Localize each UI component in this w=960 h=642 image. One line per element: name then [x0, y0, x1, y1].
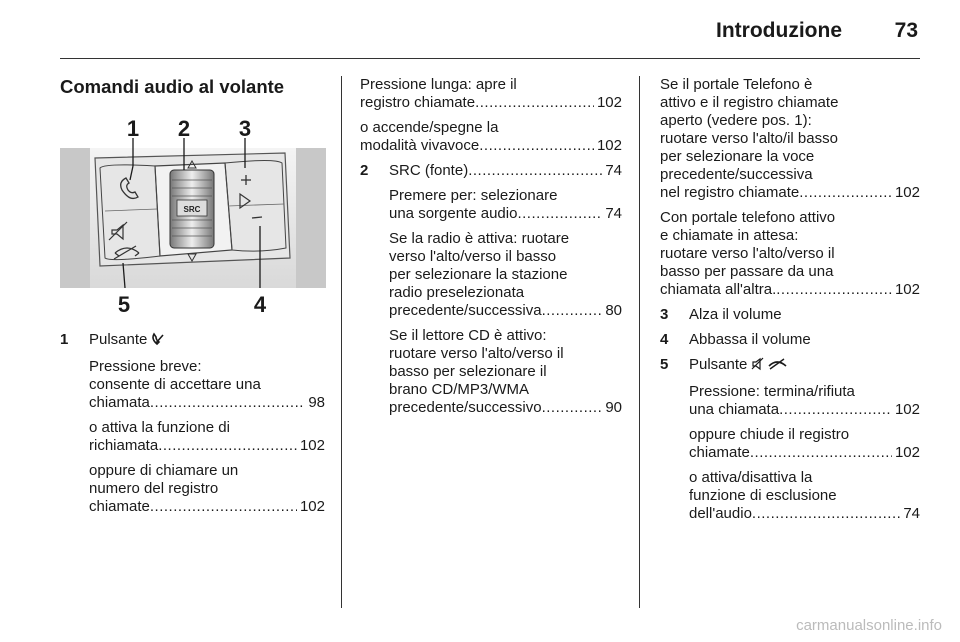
- entry-label: Pulsante: [89, 331, 148, 348]
- dot-leader: [542, 302, 603, 320]
- text-line: precedente/successiva: [660, 166, 813, 183]
- description-paragraph: [689, 469, 920, 523]
- description-paragraph: [360, 119, 622, 155]
- dot-leader: [517, 205, 602, 223]
- page-header-title: Introduzione: [716, 19, 842, 42]
- reference-text: precedente/successiva: [389, 302, 542, 319]
- reference-text: chiamate: [689, 444, 750, 461]
- reference-line: [89, 394, 325, 412]
- entry-number: 3: [660, 306, 669, 323]
- text-line: basso per passare da una: [660, 263, 834, 280]
- reference-text: chiamata: [89, 394, 150, 411]
- reference-page: 102: [596, 137, 622, 154]
- reference-text: chiamata all'altra.: [660, 281, 777, 298]
- reference-text: nel registro chiamate: [660, 184, 800, 201]
- callout-5: 5: [117, 292, 131, 317]
- entry-number: 4: [660, 331, 669, 348]
- reference-page: 102: [894, 184, 920, 201]
- text-line: Con portale telefono attivo: [660, 209, 836, 226]
- steering-wheel-audio-controls-illustration: [60, 108, 326, 321]
- reference-page: 74: [605, 162, 622, 179]
- reference-page: 74: [605, 205, 622, 222]
- text-line: Premere per: selezionare: [389, 187, 558, 204]
- reference-line: [689, 401, 920, 419]
- callout-1: 1: [126, 116, 140, 141]
- entry-5: [660, 356, 920, 523]
- text-line: consente di accettare una: [89, 376, 261, 393]
- text-line: funzione di esclusione: [689, 487, 837, 504]
- entry-heading: [689, 356, 920, 376]
- entry-heading: [389, 162, 622, 180]
- reference-line: [389, 399, 622, 417]
- text-line: basso per selezionare il: [389, 363, 547, 380]
- callout-2: 2: [177, 116, 191, 141]
- dot-leader: [752, 505, 900, 523]
- dot-leader: [776, 281, 892, 299]
- entry-number: 5: [660, 356, 669, 373]
- description-paragraph: [89, 419, 325, 455]
- entry-number: 2: [360, 162, 369, 179]
- entry-heading: [689, 331, 920, 349]
- entry-label: Alza il volume: [689, 306, 782, 323]
- text-line: attivo e il registro chiamate: [660, 94, 839, 111]
- dot-leader: [542, 399, 603, 417]
- reference-line: [389, 302, 622, 320]
- text-line: verso l'alto/verso il basso: [389, 248, 557, 265]
- dot-leader: [479, 137, 594, 155]
- reference-page: 74: [903, 505, 920, 522]
- text-line: Pressione lunga: apre il: [360, 76, 517, 93]
- reference-line: [360, 94, 622, 112]
- callout-3: 3: [238, 116, 252, 141]
- text-line: aperto (vedere pos. 1):: [660, 112, 812, 129]
- dot-leader: [468, 162, 602, 180]
- text-line: oppure di chiamare un: [89, 462, 239, 479]
- text-line: Se il portale Telefono è: [660, 76, 813, 93]
- text-line: per selezionare la voce: [660, 148, 815, 165]
- text-line: ruotare verso l'alto/verso il: [389, 345, 564, 362]
- text-line: brano CD/MP3/WMA: [389, 381, 530, 398]
- reference-line: [689, 505, 920, 523]
- entry-4: [660, 331, 920, 349]
- reference-page: 98: [308, 394, 325, 411]
- dot-leader: [158, 437, 297, 455]
- entry-2: [360, 162, 622, 417]
- text-line: Se la radio è attiva: ruotare: [389, 230, 570, 247]
- reference-page: 102: [894, 401, 920, 418]
- callout-4: 4: [253, 292, 267, 317]
- section-title: Comandi audio al volante: [60, 76, 285, 97]
- entry-3: [660, 306, 920, 324]
- text-line: ruotare verso l'alto/il basso: [660, 130, 838, 147]
- dot-leader: [150, 394, 305, 412]
- reference-page: 102: [894, 444, 920, 461]
- reference-text: una chiamata: [689, 401, 780, 418]
- text-line: oppure chiude il registro: [689, 426, 850, 443]
- column-divider-1: [341, 76, 342, 608]
- reference-line: [89, 498, 325, 516]
- reference-line: [689, 444, 920, 462]
- reference-text: richiamata: [89, 437, 159, 454]
- text-line: o accende/spegne la: [360, 119, 499, 136]
- reference-line: [660, 281, 920, 299]
- reference-line: [89, 437, 325, 455]
- reference-page: 102: [299, 437, 325, 454]
- dot-leader: [750, 444, 892, 462]
- entry-heading: [89, 331, 325, 351]
- description-paragraph: [89, 462, 325, 516]
- reference-page: 80: [605, 302, 622, 319]
- description-paragraph: [389, 327, 622, 417]
- description-paragraph: [660, 76, 920, 202]
- reference-page: 102: [299, 498, 325, 515]
- reference-text: chiamate: [89, 498, 150, 515]
- entry-label: Pulsante: [689, 356, 748, 373]
- watermark-footer: carmanualsonline.info: [796, 617, 942, 634]
- text-line: o attiva/disattiva la: [689, 469, 813, 486]
- text-line: numero del registro: [89, 480, 219, 497]
- dot-leader: [475, 94, 594, 112]
- dot-leader: [150, 498, 297, 516]
- dot-leader: [799, 184, 892, 202]
- description-paragraph: [360, 76, 622, 112]
- reference-text: dell'audio: [689, 505, 752, 522]
- entry-heading: [689, 306, 920, 324]
- mute-hangup-icon: [751, 357, 789, 376]
- reference-line: [389, 162, 622, 180]
- description-paragraph: [689, 383, 920, 419]
- column-divider-2: [639, 76, 640, 608]
- column-3: [660, 76, 920, 530]
- phone-handset-icon: [151, 332, 165, 351]
- text-line: radio preselezionata: [389, 284, 525, 301]
- text-line: ruotare verso l'alto/verso il: [660, 245, 835, 262]
- text-line: Pressione breve:: [89, 358, 202, 375]
- reference-page: 102: [894, 281, 920, 298]
- reference-text: registro chiamate: [360, 94, 476, 111]
- page-number: 73: [894, 19, 918, 42]
- column-2: [360, 76, 622, 424]
- src-button-label: SRC: [183, 205, 201, 214]
- dot-leader: [779, 401, 892, 419]
- entry-label: Abbassa il volume: [689, 331, 811, 348]
- reference-text: precedente/successivo: [389, 399, 542, 416]
- reference-line: [360, 137, 622, 155]
- reference-line: [660, 184, 920, 202]
- reference-text: modalità vivavoce: [360, 137, 480, 154]
- description-paragraph: [389, 230, 622, 320]
- column-1: [60, 331, 325, 523]
- description-paragraph: [660, 209, 920, 299]
- reference-text: una sorgente audio: [389, 205, 518, 222]
- entry-1: [60, 331, 325, 516]
- header-rule: [60, 58, 920, 59]
- description-paragraph: [689, 426, 920, 462]
- text-line: e chiamate in attesa:: [660, 227, 799, 244]
- reference-line: [389, 205, 622, 223]
- reference-page: 102: [596, 94, 622, 111]
- text-line: o attiva la funzione di: [89, 419, 230, 436]
- text-line: per selezionare la stazione: [389, 266, 568, 283]
- description-paragraph: [389, 187, 622, 223]
- description-paragraph: [89, 358, 325, 412]
- reference-text: SRC (fonte): [389, 162, 469, 179]
- text-line: Se il lettore CD è attivo:: [389, 327, 547, 344]
- reference-page: 90: [605, 399, 622, 416]
- text-line: Pressione: termina/rifiuta: [689, 383, 855, 400]
- entry-number: 1: [60, 331, 69, 348]
